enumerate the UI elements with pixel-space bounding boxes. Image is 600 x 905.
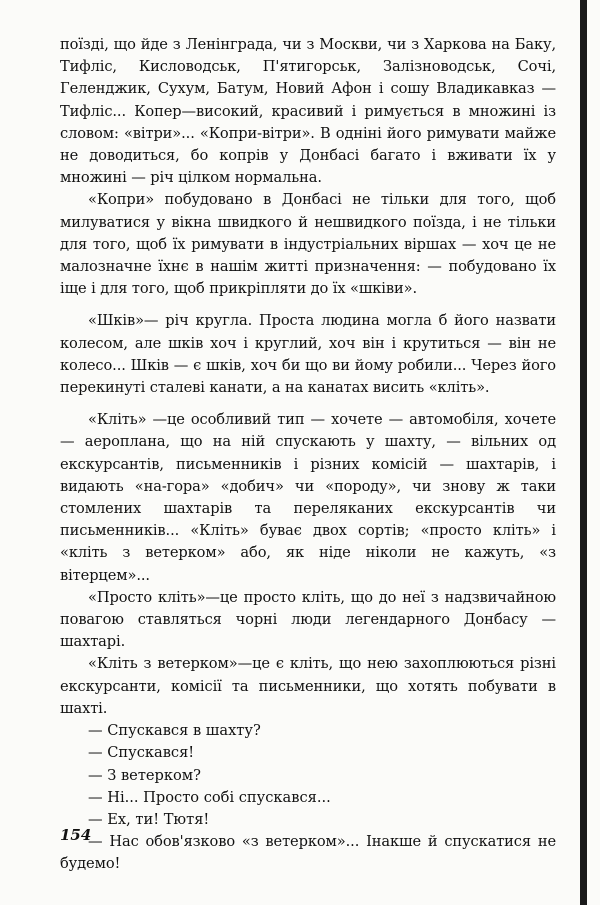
paragraph-5: «Просто кліть»—це просто кліть, що до неї з надзвичайною повагою ставляться чорні люди легендарного Донбасу — шахтарі. xyxy=(60,588,556,651)
dialogue-line-4: — Ні... Просто собі спускався... xyxy=(88,788,331,806)
dialogue-line-1: — Спускався в шахту? xyxy=(88,722,261,740)
paragraph-6: «Кліть з ветерком»—це є кліть, що нею захоплюються різні екскурсанти, комісії та письменники, що хотять побувати в шахті. xyxy=(60,655,556,717)
dialogue-line-2: — Спускався! xyxy=(88,744,195,762)
paragraph-3: «Шків»— річ кругла. Проста людина могла б його назвати колесом, але шків хоч і круглий, хоч він і крутиться — він не колесо... Шків — є шків, хоч би що ви йому робили... Через його перекинуті сталеві канати, а на канатах висить «кліть». xyxy=(60,312,556,397)
paragraph-2: «Копри» побудовано в Донбасі не тільки для того, щоб милуватися у вікна швидкого й нешвидкого поїзда, і не тільки для того, щоб їх римувати в індустріальних віршах — хоч це не малозначне їхнє в нашім житті призначення: — побудовано їх іще і для того, щоб прикріпляти до їх «шківи». xyxy=(60,191,556,298)
dialogue-line-3: — З ветерком? xyxy=(88,766,201,784)
page-edge-shadow xyxy=(580,0,587,905)
page-number: 154 xyxy=(60,826,92,844)
dialogue-line-6: — Нас обов'язково «з ветерком»... Інакше й спускатися не будемо! xyxy=(60,833,556,873)
paragraph-4: «Кліть» —це особливий тип — хочете — автомобіля, хочете — аероплана, що на ній спускають у шахту, — вільних од екскурсантів, письменників і різних комісій — шахтарів, і видають «на-гора» «добич» чи «породу», чи знову ж таки стомлених шахтарів та переляканих екскурсантів чи письменників... «Кліть» буває двох сортів; «просто кліть» і «кліть з ветерком» або, як ніде ніколи не кажуть, «з вітерцем»... xyxy=(60,411,556,584)
dialogue-line-5: — Ех, ти! Тютя! xyxy=(88,810,210,828)
page-body xyxy=(60,34,556,876)
paragraph-1: поїзді, що йде з Ленінграда, чи з Москви, чи з Харкова на Баку, Тифліс, Кисловодськ, П'ятигорськ, Залізноводськ, Сочі, Геленджик, Сухум, Батум, Новий Афон і сошу Владикавказ — Тифліс... Копер—високий, красивий і римується в множині із словом: «вітри»... «Копри-вітри». В одніні його римувати майже не доводиться, бо копрів у Донбасі багато і вживати їх у множині — річ цілком нормальна. xyxy=(60,36,556,187)
